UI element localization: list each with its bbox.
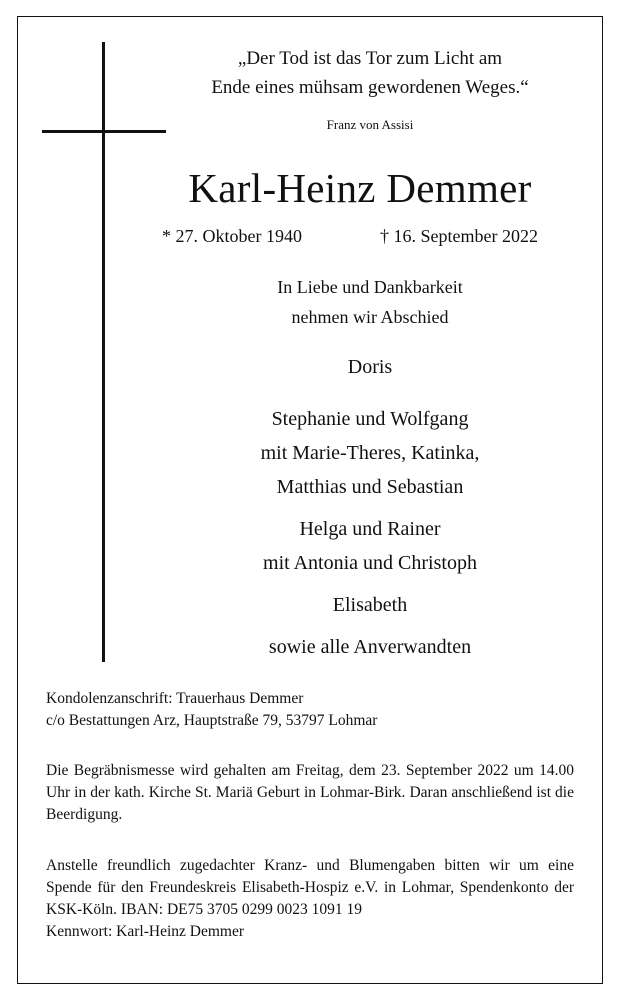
condolence-address [46,688,574,732]
mourner-line: Doris [347,356,393,378]
epigraph-quote [160,44,580,102]
donation-request [46,855,574,943]
mourner-line: Helga und Rainer [299,518,441,540]
birth-date: * 27. Oktober 1940 [162,226,302,246]
death-date: † 16. September 2022 [380,226,538,246]
quote-line-2: Ende eines mühsam gewordenen Weges.“ [211,77,529,98]
mourner-line: Stephanie und Wolfgang [271,408,469,430]
cross-icon-vertical-bar [102,42,105,662]
contact-line-1: Kondolenzanschrift: Trauerhaus Demmer [46,690,304,707]
service-text: Die Begräbnismesse wird gehalten am Freitag, dem 23. September 2022 um 14.00 Uhr in der kath. Kirche St. Mariä Geburt in Lohmar-Birk. Daran anschließend ist die Beerdigung. [46,762,574,823]
mourner-line: mit Antonia und Christoph [263,552,477,574]
farewell-text [160,272,580,332]
mourner-line: Matthias und Sebastian [276,476,464,498]
mourner-line: mit Marie-Theres, Katinka, [260,442,480,464]
contact-line-2: c/o Bestattungen Arz, Hauptstraße 79, 53797 Lohmar [46,712,378,729]
farewell-line-2: nehmen wir Abschied [291,307,449,327]
quote-line-1: „Der Tod ist das Tor zum Licht am [237,48,503,69]
farewell-line-1: In Liebe und Dankbarkeit [277,277,463,297]
quote-author: Franz von Assisi [326,117,414,132]
mourner-line: Elisabeth [332,594,408,616]
mourner-line: sowie alle Anverwandten [268,636,472,658]
deceased-name: Karl-Heinz Demmer [188,165,532,211]
cross-icon-horizontal-bar [42,130,166,133]
donation-keyword: Kennwort: Karl-Heinz Demmer [46,923,244,940]
donation-text: Anstelle freundlich zugedachter Kranz- und Blumengaben bitten wir um eine Spende für den Freundeskreis Elisabeth-Hospiz e.V. in Lohmar, Spendenkonto der KSK-Köln. IBAN: DE75 3705 0299 0023 1091 19 [46,857,574,918]
funeral-service-info [46,760,574,826]
